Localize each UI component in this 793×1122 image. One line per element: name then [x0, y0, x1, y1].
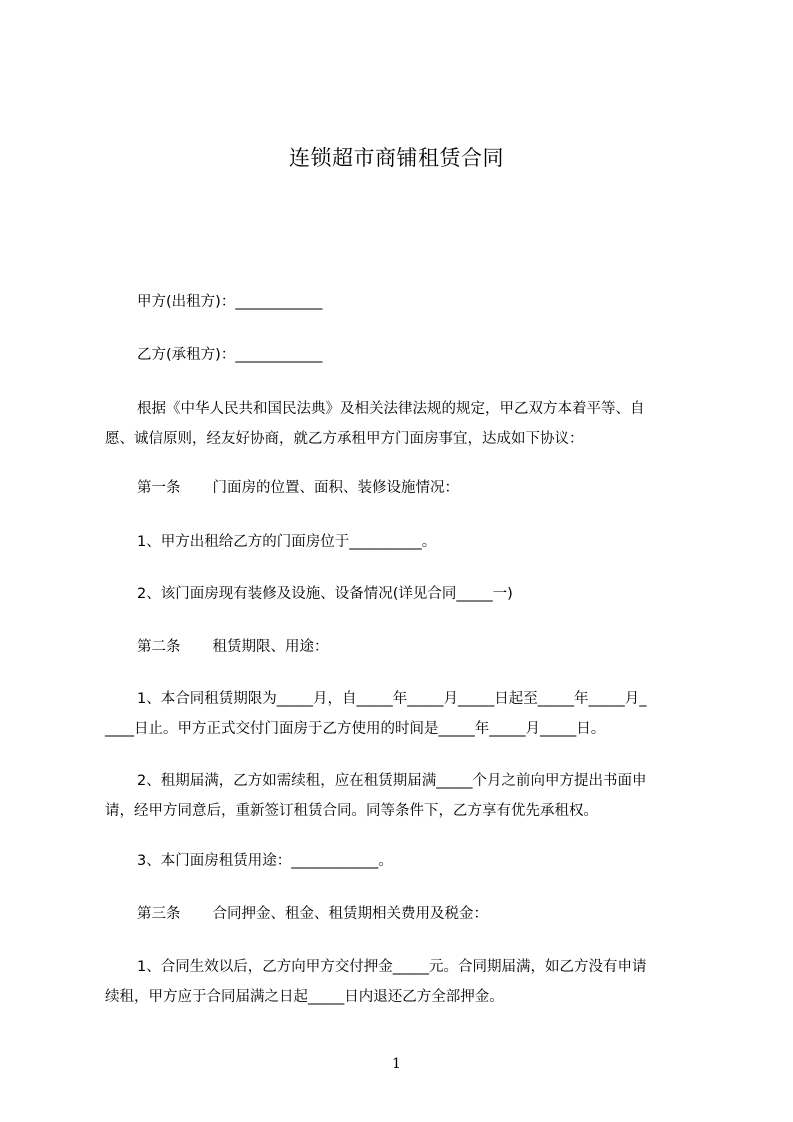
article-1-heading: [137, 478, 459, 498]
article-2-title: 租赁期限、用途：: [212, 639, 329, 655]
article-1-title: 门面房的位置、面积、装修设施情况：: [212, 480, 459, 496]
article-1-item-2: 2、该门面房现有装修及设施、设备情况(详见合同_____一): [137, 586, 513, 602]
preamble-line-1: 根据《中华人民共和国民法典》及相关法律法规的规定，甲乙双方本着平等、自: [137, 401, 645, 417]
document-title: 连锁超市商铺租赁合同: [289, 146, 504, 170]
article-2-item-1-line-1: 1、本合同租赁期限为_____月，自_____年_____月_____日起至_____年_____月_: [137, 691, 647, 707]
preamble-line-2: 愿、诚信原则，经友好协商，就乙方承租甲方门面房事宜，达成如下协议：: [105, 431, 584, 447]
article-2-item-1-line-2: ____日止。甲方正式交付门面房于乙方使用的时间是_____年_____月_____日。: [105, 721, 606, 737]
article-2-number: 第二条: [137, 639, 181, 655]
article-2-item-2-line-2: 请，经甲方同意后，重新签订租赁合同。同等条件下，乙方享有优先承租权。: [105, 803, 598, 819]
article-1-item-1: 1、甲方出租给乙方的门面房位于__________。: [137, 534, 437, 550]
article-2-item-1: [105, 684, 705, 744]
preamble-paragraph: [105, 394, 705, 454]
party-a-line: 甲方(出租方)：____________: [137, 294, 323, 310]
page-number: 1: [392, 1056, 401, 1072]
article-3-item-1: [105, 952, 705, 1012]
article-2-item-3: 3、本门面房租赁用途：____________。: [137, 853, 393, 869]
article-2-heading: [137, 637, 329, 657]
article-3-title: 合同押金、租金、租赁期相关费用及税金：: [212, 906, 488, 922]
article-3-item-1-line-2: 续租，甲方应于合同届满之日起_____日内退还乙方全部押金。: [105, 989, 504, 1005]
article-1-number: 第一条: [137, 480, 181, 496]
article-2-item-2-line-1: 2、租期届满，乙方如需续租，应在租赁期届满_____个月之前向甲方提出书面申: [137, 773, 647, 789]
article-3-item-1-line-1: 1、合同生效以后，乙方向甲方交付押金_____元。合同期届满，如乙方没有申请: [137, 959, 647, 975]
article-3-heading: [137, 904, 488, 924]
article-2-item-2: [105, 766, 705, 826]
article-3-number: 第三条: [137, 906, 181, 922]
party-b-line: 乙方(承租方)：____________: [137, 347, 323, 363]
